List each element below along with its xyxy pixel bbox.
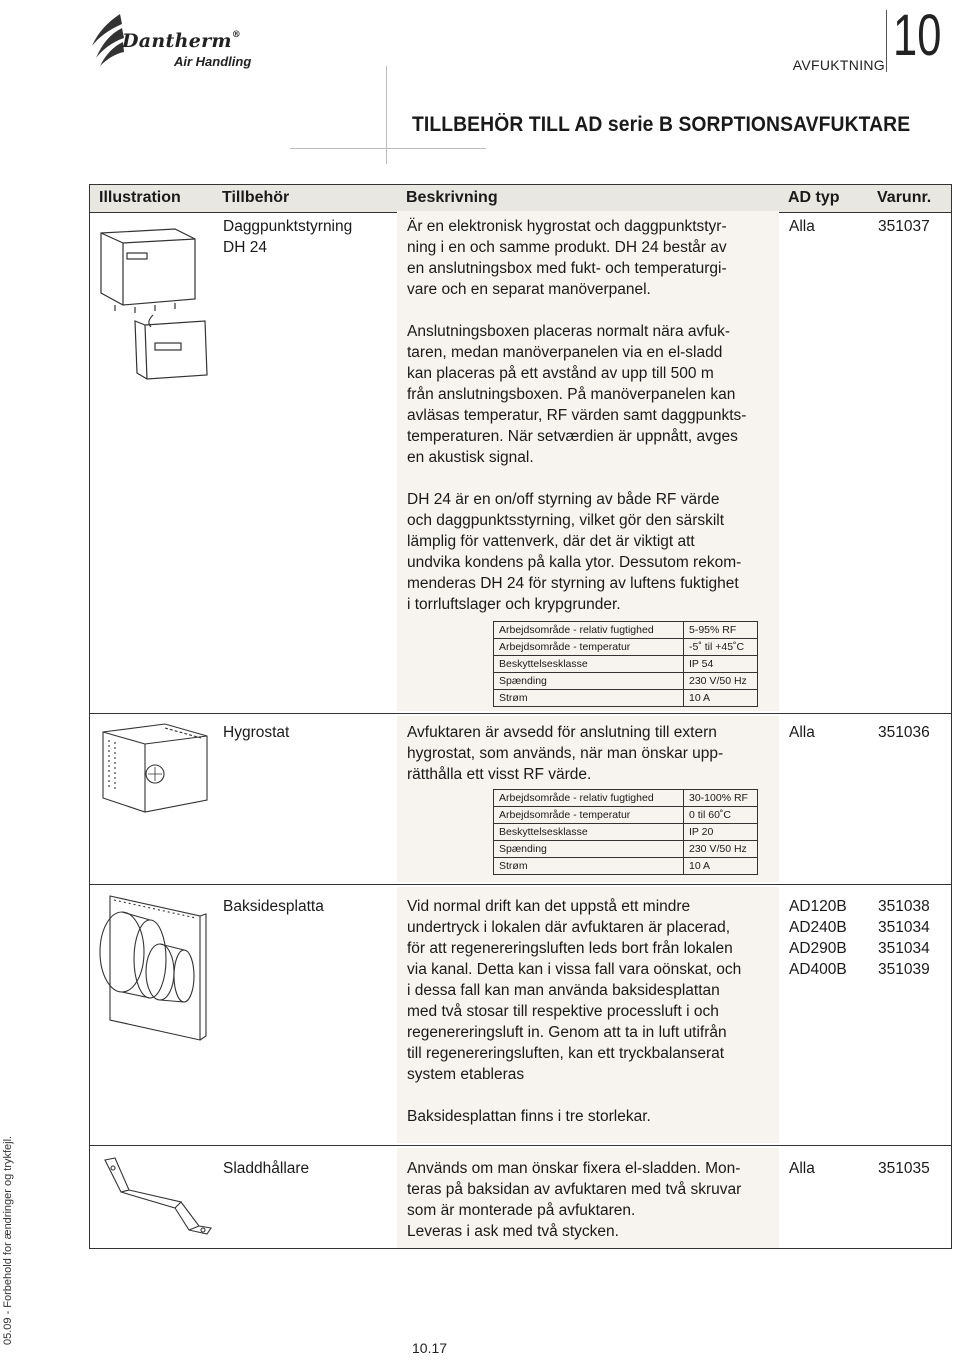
row-divider (89, 884, 952, 885)
crop-line-horizontal (290, 148, 486, 149)
logo-subtitle: Air Handling (174, 54, 252, 69)
spec-row (494, 639, 758, 656)
spec-row (494, 690, 758, 707)
accessory-name: Sladdhållare (223, 1160, 310, 1177)
spec-row (494, 622, 758, 639)
spec-label: Arbejdsområde - temperatur (494, 639, 684, 656)
item-number: 351034 (878, 940, 930, 957)
description-paragraph (407, 896, 779, 1085)
text-line: avläsas temperatur, RF värden samt daggpunkts- (407, 407, 747, 424)
text-line: Vid normal drift kan det uppstå ett mindre (407, 898, 691, 915)
ad-type-value: Alla (789, 724, 815, 741)
spec-label: Beskyttelsesklasse (494, 824, 684, 841)
item-number: 351036 (878, 724, 930, 741)
dh24-device-illustration (95, 215, 220, 390)
spec-label: Arbejdsområde - relativ fugtighed (494, 622, 684, 639)
crop-line-vertical (386, 66, 387, 164)
text-line: temperaturen. När setværdien är uppnått, avges (407, 428, 738, 445)
text-line: hygrostat, som används, när man önskar upp- (407, 745, 724, 762)
text-line: till regenereringsluften, kan ett tryckbalanserat (407, 1045, 725, 1062)
item-number: 351037 (878, 218, 930, 235)
item-number: 351035 (878, 1160, 930, 1177)
text-line: i torrluftslager och krypgrunder. (407, 596, 621, 613)
accessory-name (223, 216, 393, 258)
text-line: via kanal. Detta kan i vissa fall vara oönskat, och (407, 961, 742, 978)
row-divider (89, 1145, 952, 1146)
item-number: 351038 (878, 898, 930, 915)
text-line: vare och en separat manöverpanel. (407, 281, 651, 298)
col-header-ad-type: AD typ (788, 189, 840, 206)
spec-row (494, 656, 758, 673)
item-number: 351034 (878, 919, 930, 936)
logo-wordmark: Dantherm® (122, 30, 242, 52)
page-title: TILLBEHÖR TILL AD serie B SORPTIONSAVFUKTARE (412, 113, 911, 136)
col-header-accessory: Tillbehör (222, 189, 290, 206)
spec-value: 230 V/50 Hz (684, 841, 758, 858)
text-line: kan placeras på ett avstånd av upp till 500 m (407, 365, 714, 382)
spec-table (493, 789, 758, 875)
accessory-name-line: Daggpunktstyrning (223, 218, 353, 235)
text-line: från anslutningsboxen. På manöverpanelen kan (407, 386, 736, 403)
spec-value: 10 A (684, 690, 758, 707)
text-line: undertryck i lokalen där avfuktaren är placerad, (407, 919, 731, 936)
ad-type-list (789, 896, 847, 980)
col-header-description: Beskrivning (406, 189, 498, 206)
description-paragraph (407, 722, 779, 785)
spec-row (494, 807, 758, 824)
text-line: lämplig för vattenverk, där det är viktigt att (407, 533, 695, 550)
hygrostat-illustration (95, 718, 215, 828)
text-line: i dessa fall kan man använda baksidesplattan (407, 982, 720, 999)
spec-label: Strøm (494, 690, 684, 707)
dantherm-logo (90, 10, 280, 70)
description-paragraph (407, 1106, 779, 1127)
logo-swoosh-icon (90, 12, 126, 68)
back-plate-illustration (92, 890, 217, 1050)
text-line: taren, medan manöverpanelen via en el-sladd (407, 344, 723, 361)
text-line: som är monterade på avfuktaren. (407, 1202, 636, 1219)
spec-label: Spænding (494, 841, 684, 858)
item-number-list (878, 896, 930, 980)
col-header-illustration: Illustration (99, 189, 181, 206)
spec-value: IP 54 (684, 656, 758, 673)
chapter-number: 10 (893, 3, 942, 68)
ad-type-value: Alla (789, 1160, 815, 1177)
spec-label: Arbejdsområde - relativ fugtighed (494, 790, 684, 807)
spec-label: Strøm (494, 858, 684, 875)
description-paragraph (407, 489, 779, 615)
spec-value: -5˚ til +45˚C (684, 639, 758, 656)
text-line: Är en elektronisk hygrostat och daggpunktstyr- (407, 218, 727, 235)
description-paragraph (407, 216, 779, 300)
text-line: system etableras (407, 1066, 525, 1083)
spec-row (494, 673, 758, 690)
spec-value: 30-100% RF (684, 790, 758, 807)
section-label: AVFUKTNING (792, 57, 885, 73)
text-line: en akustisk signal. (407, 449, 534, 466)
text-line: regenereringsluft in. Genom att ta in luft utifrån (407, 1024, 727, 1041)
ad-type-value: Alla (789, 218, 815, 235)
text-line: ning i en och samme produkt. DH 24 består av (407, 239, 727, 256)
header-divider (886, 10, 887, 72)
text-line: undvika kondens på kalla ytor. Dessutom rekom- (407, 554, 742, 571)
page-reference: 10.17 (412, 1340, 448, 1356)
accessory-name: Hygrostat (223, 724, 290, 741)
text-line: en anslutningsbox med fukt- och temperaturgi- (407, 260, 727, 277)
text-line: Anslutningsboxen placeras normalt nära avfuk- (407, 323, 731, 340)
ad-type-value: AD290B (789, 940, 847, 957)
ad-type-value: AD400B (789, 961, 847, 978)
spec-label: Beskyttelsesklasse (494, 656, 684, 673)
ad-type-value: AD240B (789, 919, 847, 936)
spec-value: IP 20 (684, 824, 758, 841)
item-number: 351039 (878, 961, 930, 978)
text-line: Baksidesplattan finns i tre storlekar. (407, 1108, 651, 1125)
table-header (89, 184, 952, 213)
spec-label: Arbejdsområde - temperatur (494, 807, 684, 824)
accessory-name-line: DH 24 (223, 239, 267, 256)
row-divider (89, 713, 952, 714)
spec-row (494, 858, 758, 875)
text-line: Används om man önskar fixera el-sladden. Mon- (407, 1160, 741, 1177)
col-header-item-no: Varunr. (877, 189, 932, 206)
ad-type-value: AD120B (789, 898, 847, 915)
text-line: med två stosar till respektive processluft i och (407, 1003, 719, 1020)
text-line: för att regenereringsluften leds bort från lokalen (407, 940, 733, 957)
text-line: rätthålla ett visst RF värde. (407, 766, 592, 783)
spec-row (494, 841, 758, 858)
text-line: Avfuktaren är avsedd för anslutning till extern (407, 724, 717, 741)
spec-value: 5-95% RF (684, 622, 758, 639)
cable-holder-illustration (95, 1150, 215, 1245)
spec-value: 10 A (684, 858, 758, 875)
text-line: och daggpunktsstyrning, vilket gör den särskilt (407, 512, 725, 529)
accessory-name: Baksidesplatta (223, 898, 324, 915)
spec-label: Spænding (494, 673, 684, 690)
description-paragraph (407, 1158, 779, 1242)
disclaimer-note: 05.09 - Forbehold for ændringer og trykfejl. (2, 1135, 14, 1345)
spec-value: 0 til 60˚C (684, 807, 758, 824)
text-line: menderas DH 24 för styrning av luftens fuktighet (407, 575, 739, 592)
spec-table (493, 621, 758, 707)
spec-value: 230 V/50 Hz (684, 673, 758, 690)
text-line: teras på baksidan av avfuktaren med två skruvar (407, 1181, 742, 1198)
text-line: Leveras i ask med två stycken. (407, 1223, 619, 1240)
spec-row (494, 790, 758, 807)
text-line: DH 24 är en on/off styrning av både RF värde (407, 491, 720, 508)
description-paragraph (407, 321, 779, 468)
spec-row (494, 824, 758, 841)
